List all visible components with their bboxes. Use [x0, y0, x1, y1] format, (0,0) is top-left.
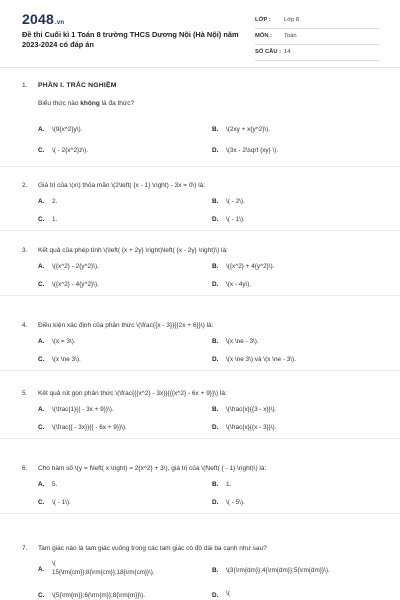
option-letter: A. [38, 481, 45, 488]
meta-value: 14 [284, 49, 291, 55]
question-4 [0, 307, 400, 371]
option-text: \(\frac{{ - 3x}}{{ - 6x + 9}}\). [52, 424, 127, 431]
option-text: \(3x - 2\sqrt {xy} \). [226, 147, 279, 154]
option-letter: A. [38, 566, 45, 573]
option-letter: C. [38, 147, 45, 154]
meta-value: Toán [284, 33, 297, 39]
option-letter: D. [212, 499, 219, 506]
meta-key: LỚP : [255, 17, 271, 23]
option-text: \( - 1\). [226, 216, 245, 223]
option-letter: C. [38, 356, 45, 363]
question-number: 3. [22, 247, 28, 254]
option-text: \(x \ne 3\). [52, 356, 81, 363]
option-text: 1. [226, 481, 232, 488]
site-logo[interactable] [22, 11, 64, 27]
question-number: 4. [22, 322, 28, 329]
option-letter: C. [38, 499, 45, 506]
question-1 [0, 75, 400, 167]
option-letter: B. [212, 481, 219, 488]
option-text: \( [226, 590, 230, 597]
logo-main: 2048 [22, 11, 54, 27]
question-stem: Cho hàm số \(y = f\left( x \right) = 2{x^2} + 3\), giá trị của \(f\left( { - 1} \right)\) là: [38, 465, 267, 472]
question-stem: Điều kiện xác định của phân thức \(\frac{{x - 3}}{{2x + 6}}\) là: [38, 322, 214, 329]
option-letter: C. [38, 281, 45, 288]
question-stem: Kết quả rút gọn phân thức \(\frac{{{x^2} - 3x}}{{{x^2} - 6x + 9}}\) là: [38, 390, 227, 397]
option-text: \(2xy + x{y^2}\). [226, 126, 271, 133]
option-text: \(x \ne - 3\). [226, 338, 259, 345]
option-text: \( - 2{x^2}z\). [52, 147, 89, 154]
option-letter: D. [212, 356, 219, 363]
option-text: \(\frac{x}{{3 - x}}\). [226, 406, 277, 413]
option-letter: D. [212, 592, 219, 599]
header-divider [0, 67, 400, 68]
page-header [0, 0, 400, 62]
question-stem: Tam giác nào là tam giác vuông trong các tam giác có độ dài ba cạnh như sau? [38, 545, 267, 552]
option-letter: B. [212, 126, 219, 133]
meta-row-grade [255, 13, 380, 29]
section-title: PHẦN I. TRẮC NGHIỆM [38, 82, 117, 89]
option-letter: D. [212, 281, 219, 288]
meta-key: MÔN : [255, 33, 273, 39]
option-letter: A. [38, 263, 45, 270]
exam-meta [255, 13, 380, 61]
option-text: \({x^2} + 4{y^2}\). [226, 263, 275, 270]
option-text: \({x^2} - 4{y^2}\). [52, 281, 99, 288]
question-2 [0, 167, 400, 231]
option-text: \(5{\rm{m}};6{\rm{m}};8{\rm{m}}\). [52, 592, 146, 599]
question-number: 5. [22, 390, 28, 397]
option-text: \(x \ne 3\) và \(x \ne - 3\). [226, 356, 296, 363]
question-stem [38, 100, 383, 107]
option-text: \({x^2} - 2{y^2}\). [52, 263, 99, 270]
question-stem: Kết quả của phép tính \(\left( {x + 2y} \right)\left( {x - 2y} \right)\) là: [38, 247, 228, 254]
question-3 [0, 232, 400, 296]
question-stem: Giá trị của \(x\) thỏa mãn \(2\left( {x - 1} \right) - 3x = 0\) là: [38, 182, 206, 189]
meta-row-subject [255, 29, 380, 45]
option-text: 1. [52, 216, 58, 223]
stem-part: Biểu thức nào [38, 100, 81, 107]
option-letter: D. [212, 216, 219, 223]
option-letter: B. [212, 567, 219, 574]
option-letter: A. [38, 338, 45, 345]
option-letter: A. [38, 198, 45, 205]
option-letter: B. [212, 198, 219, 205]
option-text: \(3{\rm{dm}};4{\rm{dm}};5{\rm{dm}}\). [226, 567, 330, 574]
option-text: \( - 2\). [226, 198, 245, 205]
question-number: 2. [22, 182, 28, 189]
question-number: 7. [22, 545, 28, 552]
meta-value: Lớp 8 [284, 17, 300, 23]
logo-sub: .vn [54, 20, 65, 26]
option-letter: B. [212, 338, 219, 345]
option-letter: C. [38, 424, 45, 431]
option-letter: B. [212, 263, 219, 270]
option-text: 2. [52, 198, 58, 205]
stem-emphasis: không [80, 100, 100, 107]
option-text: \(9{x^2}y\). [52, 126, 83, 133]
question-6 [0, 450, 400, 514]
page-title: Đề thi Cuối kì 1 Toán 8 trường THCS Dương Nội (Hà Nội) năm 2023-2024 có đáp án [22, 30, 239, 50]
option-text: \( - 1\). [52, 499, 71, 506]
option-text: 5. [52, 481, 58, 488]
option-letter: A. [38, 126, 45, 133]
meta-row-count [255, 45, 380, 61]
question-number: 6. [22, 465, 28, 472]
meta-key: SỐ CÂU : [255, 49, 282, 55]
question-number: 1. [22, 82, 28, 89]
option-letter: C. [38, 216, 45, 223]
option-letter: D. [212, 424, 219, 431]
option-text: \( - 5\). [226, 499, 245, 506]
option-letter: D. [212, 147, 219, 154]
option-text: \(x - 4y\). [226, 281, 252, 288]
option-text-line2: 15{\rm{cm}};8{\rm{cm}};18{\rm{cm}}\). [52, 569, 155, 576]
option-text: \(\frac{1}{{ - 3x + 9}}\). [52, 406, 114, 413]
question-7 [0, 530, 400, 600]
option-letter: A. [38, 406, 45, 413]
option-text: \(x = 3\). [52, 338, 76, 345]
option-letter: B. [212, 406, 219, 413]
question-5 [0, 375, 400, 439]
option-letter: C. [38, 592, 45, 599]
option-text-line1: \( [52, 560, 56, 567]
option-text: \(\frac{x}{{x - 3}}\). [226, 424, 277, 431]
stem-part: là đa thức? [99, 100, 135, 107]
